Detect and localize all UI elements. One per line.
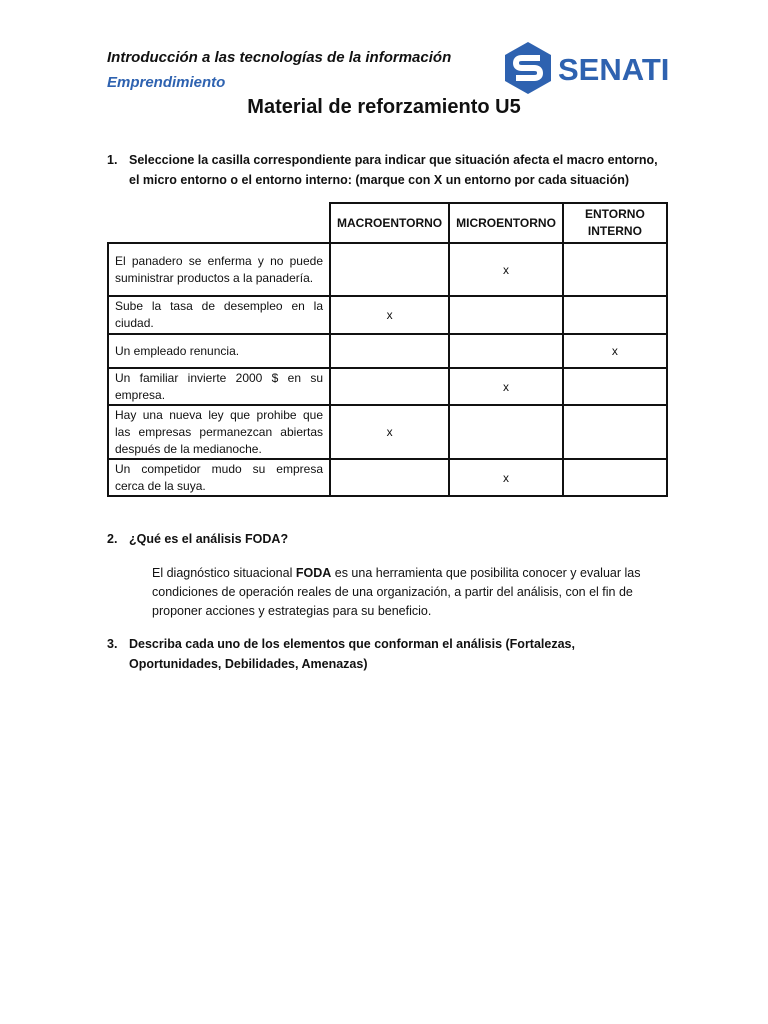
col-header-interno: ENTORNO INTERNO [563,203,667,243]
situation-cell: Hay una nueva ley que prohibe que las empresas permanezcan abiertas después de la medianoche. [108,405,330,459]
situation-cell: Un competidor mudo su empresa cerca de la suya. [108,459,330,496]
question-1 [107,150,669,190]
macro-cell[interactable] [330,334,449,368]
table-row [108,405,667,459]
table-header-row [108,203,667,243]
interno-cell[interactable] [563,368,667,405]
micro-cell[interactable] [449,334,563,368]
table-row [108,459,667,496]
question-2-number: 2. [107,532,118,546]
question-1-number: 1. [107,153,118,167]
answer-2 [152,564,652,621]
question-3-text: Describa cada uno de los elementos que conforman el análisis (Fortalezas, Oportunidades, Debilidades, Amenazas) [129,637,575,671]
micro-cell[interactable]: x [449,368,563,405]
answer-2-suffix: es una herramienta que posibilita conocer y evaluar las condiciones de operación reales de una organización, a partir del análisis, con el fin de proponer acciones y estrategias para su beneficio. [152,566,641,618]
senati-logo [500,40,690,98]
logo-text: SENATI [558,52,670,87]
situation-cell: Un empleado renuncia. [108,334,330,368]
situation-cell: Sube la tasa de desempleo en la ciudad. [108,296,330,334]
macro-cell[interactable] [330,459,449,496]
interno-cell[interactable] [563,296,667,334]
interno-cell[interactable]: x [563,334,667,368]
table-row [108,243,667,296]
answer-2-bold: FODA [295,566,332,580]
micro-cell[interactable] [449,405,563,459]
page-title: Material de reforzamiento U5 [247,96,521,118]
macro-cell[interactable] [330,243,449,296]
interno-cell[interactable] [563,459,667,496]
question-1-text: Seleccione la casilla correspondiente para indicar que situación afecta el macro entorno, el micro entorno o el entorno interno: (marque con X un entorno por cada situación) [129,153,658,187]
macro-cell[interactable]: x [330,405,449,459]
answer-2-prefix: El diagnóstico situacional [152,566,296,580]
situation-cell: Un familiar invierte 2000 $ en su empresa. [108,368,330,405]
table-row [108,334,667,368]
table-row [108,368,667,405]
situation-cell: El panadero se enferma y no puede suministrar productos a la panadería. [108,243,330,296]
senati-emblem-icon [505,42,551,94]
question-3 [107,634,669,674]
interno-cell[interactable] [563,405,667,459]
micro-cell[interactable]: x [449,243,563,296]
question-2 [107,529,669,549]
micro-cell[interactable]: x [449,459,563,496]
table-row [108,296,667,334]
micro-cell[interactable] [449,296,563,334]
question-3-number: 3. [107,637,118,651]
col-header-macro: MACROENTORNO [330,203,449,243]
macro-cell[interactable] [330,368,449,405]
macro-cell[interactable]: x [330,296,449,334]
environment-table [107,202,668,497]
question-2-text: ¿Qué es el análisis FODA? [129,532,289,546]
subject-title: Emprendimiento [107,74,226,91]
course-title: Introducción a las tecnologías de la información [107,49,452,66]
col-header-micro: MICROENTORNO [449,203,563,243]
interno-cell[interactable] [563,243,667,296]
